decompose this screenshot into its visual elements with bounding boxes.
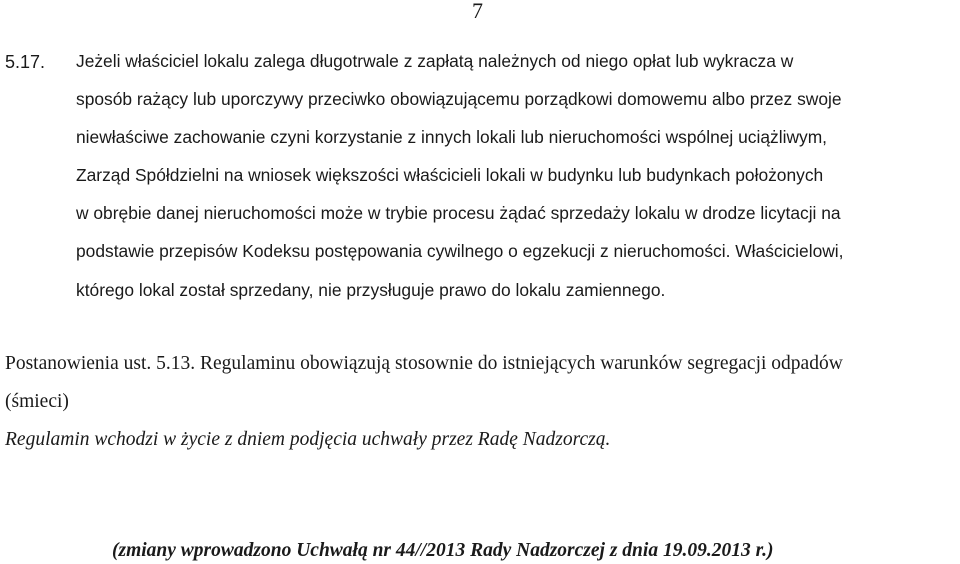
page-number: 7: [472, 0, 483, 23]
provisions-line-2: (śmieci): [5, 391, 69, 412]
paragraph-line-7: którego lokal został sprzedany, nie przysługuje prawo do lokalu zamiennego.: [76, 280, 666, 300]
effective-note: Regulamin wchodzi w życie z dniem podjęcia uchwały przez Radę Nadzorczą.: [5, 429, 611, 450]
paragraph-line-1: Jeżeli właściciel lokalu zalega długotrwale z zapłatą należnych od niego opłat lub wykracza w: [76, 51, 794, 71]
paragraph-line-4: Zarząd Spółdzielni na wniosek większości właścicieli lokali w budynku lub budynkach położonych: [76, 165, 824, 185]
paragraph-line-6: podstawie przepisów Kodeksu postępowania cywilnego o egzekucji z nieruchomości. Właścicielowi,: [76, 241, 844, 261]
provisions-line-1: Postanowienia ust. 5.13. Regulaminu obowiązują stosownie do istniejących warunków segregacji odpadów: [5, 353, 843, 374]
paragraph-line-5: w obrębie danej nieruchomości może w trybie procesu żądać sprzedaży lokalu w drodze licytacji na: [76, 203, 841, 223]
paragraph-line-2: sposób rażący lub uporczywy przeciwko obowiązującemu porządkowi domowemu albo przez swoje: [76, 89, 842, 109]
amendment-note: (zmiany wprowadzono Uchwałą nr 44//2013 Rady Nadzorczej z dnia 19.09.2013 r.): [112, 540, 774, 561]
paragraph-line-3: niewłaściwe zachowanie czyni korzystanie z innych lokali lub nieruchomości wspólnej uciążliwym,: [76, 127, 828, 147]
section-number: 5.17.: [5, 52, 46, 72]
